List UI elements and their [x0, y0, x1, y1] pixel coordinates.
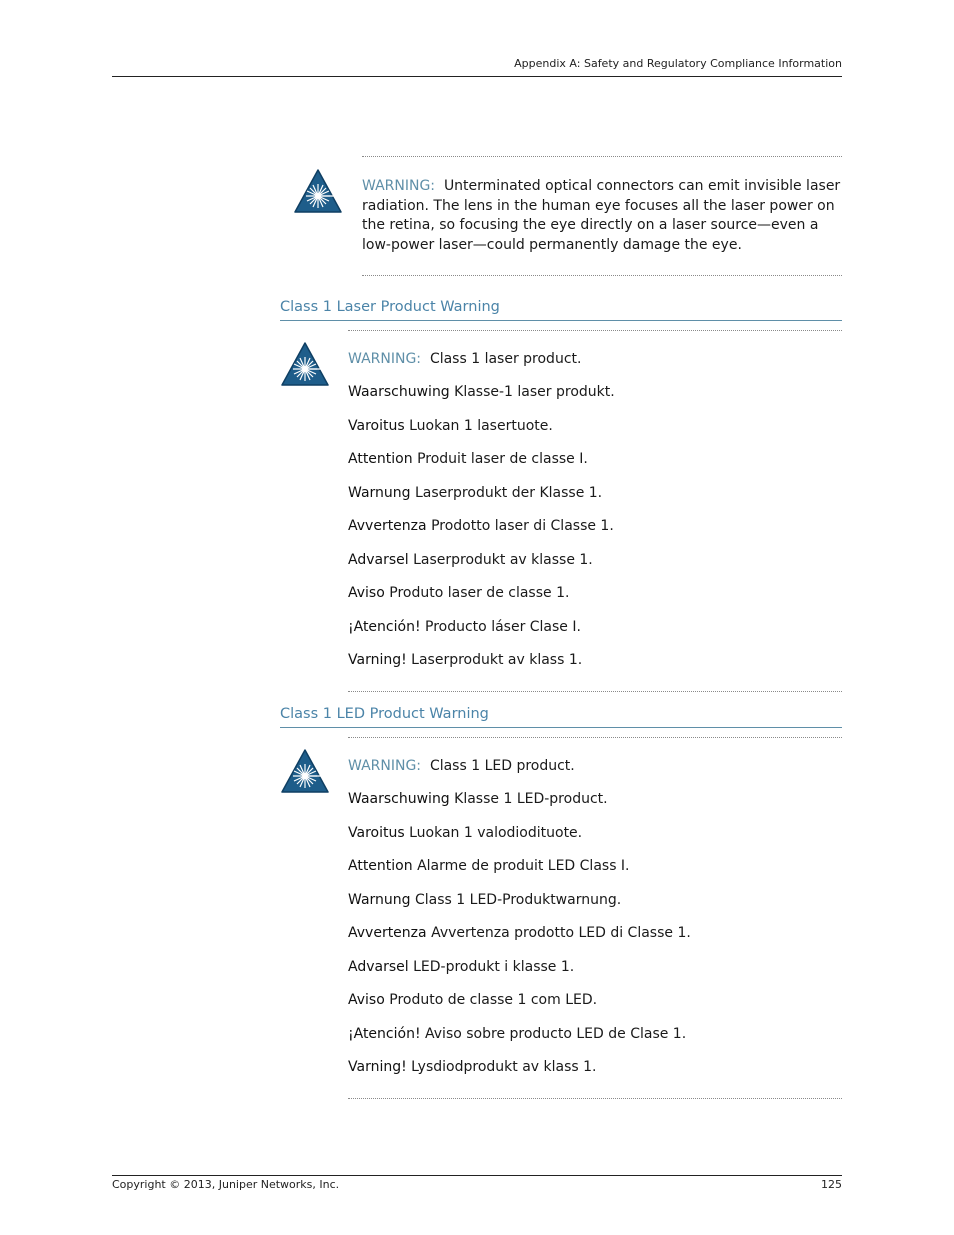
laser-top-divider: [348, 330, 842, 331]
translation-lang: Varning!: [348, 1059, 407, 1075]
translation-text: Producto láser Clase I.: [425, 619, 581, 635]
translation-text: Laserprodukt av klasse 1.: [413, 552, 593, 568]
translation-text: Laserprodukt av klass 1.: [411, 652, 583, 668]
translation-lang: Aviso: [348, 585, 385, 601]
laser-warning-icon: [280, 341, 330, 387]
warning-top-divider: [362, 156, 842, 157]
translation-text: Produto de classe 1 com LED.: [389, 992, 598, 1008]
led-warning-lead: [348, 758, 575, 774]
section-rule-laser: [280, 320, 842, 321]
laser-bottom-divider: [348, 691, 842, 692]
translation-line: [348, 518, 614, 534]
translation-lang: Avvertenza: [348, 925, 427, 941]
translation-lang: Attention: [348, 858, 413, 874]
translation-line: [348, 791, 608, 807]
translation-lang: Warnung: [348, 485, 411, 501]
warning-lead-text: Class 1 LED product.: [429, 758, 575, 774]
translation-text: Klasse 1 LED-product.: [454, 791, 608, 807]
translation-line: [348, 552, 593, 568]
translation-text: Luokan 1 lasertuote.: [409, 418, 553, 434]
translation-line: [348, 485, 602, 501]
header-rule: [112, 76, 842, 77]
translation-text: Produit laser de classe I.: [417, 451, 588, 467]
translation-text: Alarme de produit LED Class I.: [417, 858, 630, 874]
translation-lang: Varoitus: [348, 418, 405, 434]
translation-lang: ¡Atención!: [348, 1026, 421, 1042]
footer-copyright: Copyright © 2013, Juniper Networks, Inc.: [112, 1178, 340, 1191]
translation-line: [348, 959, 574, 975]
translation-line: [348, 652, 582, 668]
warning-label: WARNING:: [348, 351, 422, 367]
translation-lang: Advarsel: [348, 959, 409, 975]
section-heading-laser: Class 1 Laser Product Warning: [280, 299, 500, 315]
translation-lang: Waarschuwing: [348, 791, 450, 807]
translation-text: Produto laser de classe 1.: [389, 585, 570, 601]
translation-lang: ¡Atención!: [348, 619, 421, 635]
translation-lang: Warnung: [348, 892, 411, 908]
led-bottom-divider: [348, 1098, 842, 1099]
warning-label: WARNING:: [348, 758, 422, 774]
translation-line: [348, 858, 630, 874]
translation-line: [348, 992, 597, 1008]
laser-warning-icon: [293, 168, 343, 214]
section-heading-led: Class 1 LED Product Warning: [280, 706, 489, 722]
translation-lang: Varoitus: [348, 825, 405, 841]
translation-text: LED-produkt i klasse 1.: [413, 959, 575, 975]
translation-line: [348, 585, 569, 601]
warning-body: Unterminated optical connectors can emit invisible laser radiation. The lens in the human eye focuses all the laser power on the retina, so focusing the eye directly on a laser source—even a low-power laser—could permanently damage the eye.: [362, 178, 841, 253]
page-number: 125: [821, 1178, 842, 1191]
translation-lang: Avvertenza: [348, 518, 427, 534]
warning-paragraph: [362, 177, 842, 255]
running-header: Appendix A: Safety and Regulatory Compliance Information: [514, 57, 842, 70]
translation-line: [348, 925, 691, 941]
translation-text: Klasse-1 laser produkt.: [454, 384, 615, 400]
translation-line: [348, 1026, 686, 1042]
translation-line: [348, 418, 553, 434]
laser-warning-lead: [348, 351, 581, 367]
translation-text: Luokan 1 valodiodituote.: [409, 825, 583, 841]
translation-line: [348, 451, 588, 467]
translation-lang: Aviso: [348, 992, 385, 1008]
translation-text: Avvertenza prodotto LED di Classe 1.: [431, 925, 691, 941]
translation-line: [348, 619, 581, 635]
translation-lang: Varning!: [348, 652, 407, 668]
laser-warning-icon: [280, 748, 330, 794]
translation-line: [348, 384, 615, 400]
led-top-divider: [348, 737, 842, 738]
translation-text: Prodotto laser di Classe 1.: [431, 518, 614, 534]
translation-text: Laserprodukt der Klasse 1.: [415, 485, 603, 501]
translation-lang: Advarsel: [348, 552, 409, 568]
section-rule-led: [280, 727, 842, 728]
translation-text: Lysdiodprodukt av klass 1.: [411, 1059, 597, 1075]
translation-text: Aviso sobre producto LED de Clase 1.: [425, 1026, 687, 1042]
translation-line: [348, 1059, 597, 1075]
translation-lang: Waarschuwing: [348, 384, 450, 400]
warning-label: WARNING:: [362, 178, 436, 194]
translation-text: Class 1 LED-Produktwarnung.: [415, 892, 622, 908]
warning-bottom-divider: [362, 275, 842, 276]
translation-line: [348, 892, 621, 908]
translation-line: [348, 825, 582, 841]
translation-lang: Attention: [348, 451, 413, 467]
warning-lead-text: Class 1 laser product.: [429, 351, 582, 367]
footer-rule: [112, 1175, 842, 1176]
